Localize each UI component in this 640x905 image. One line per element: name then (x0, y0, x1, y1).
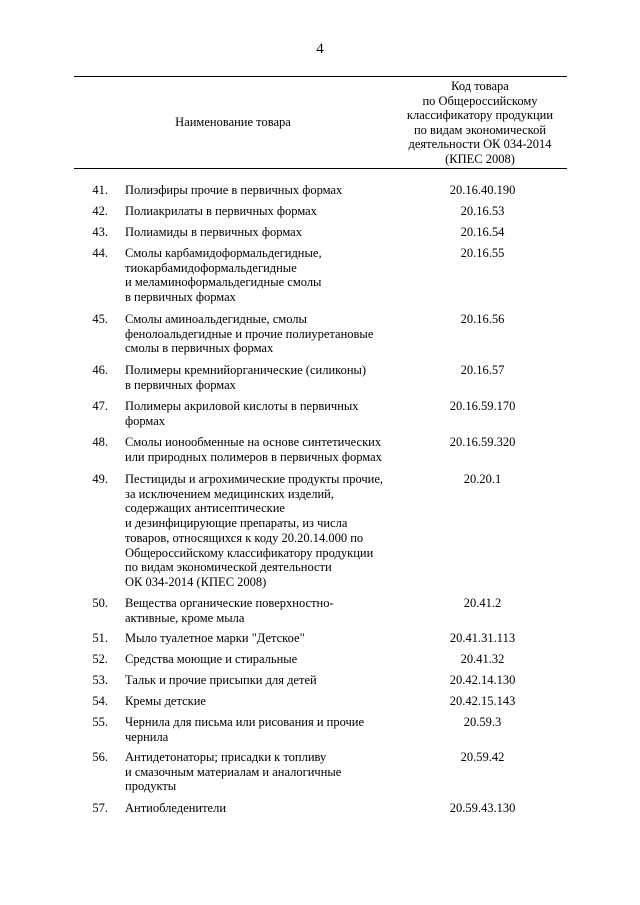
row-product-name (125, 246, 405, 305)
row-number: 45. (92, 312, 108, 326)
row-product-name-line: в первичных формах (125, 377, 236, 392)
row-product-name-line: в первичных формах (125, 290, 236, 305)
row-product-name-line: фенолоальдегидные и прочие полиуретановые (125, 326, 374, 341)
row-product-name-line: Полиакрилаты в первичных формах (125, 204, 317, 218)
row-product-name (125, 435, 405, 464)
row-product-name-line: Смолы ионообменные на основе синтетических (125, 435, 382, 449)
column-header-name: Наименование товара (175, 115, 291, 129)
row-product-code: 20.16.54 (460, 225, 505, 239)
row-product-name-line: Пестициды и агрохимические продукты прочие, (125, 472, 384, 486)
row-product-name-line: по видам экономической деятельности (125, 560, 332, 575)
column-header-code-line: по Общероссийскому (422, 93, 538, 108)
row-number: 42. (92, 204, 108, 218)
row-product-name-line: Смолы аминоальдегидные, смолы (125, 312, 307, 326)
row-product-name-line: Полиамиды в первичных формах (125, 225, 302, 239)
row-product-name-line: Смолы карбамидоформальдегидные, (125, 246, 322, 260)
row-product-name (125, 363, 405, 392)
row-product-name (125, 312, 405, 356)
column-header-code-line: Код товара (451, 79, 509, 93)
row-product-name-line: Вещества органические поверхностно- (125, 596, 334, 610)
row-product-name-line: чернила (125, 729, 169, 744)
row-product-name (125, 472, 405, 590)
row-product-name (125, 801, 405, 816)
row-product-name-line: Антидетонаторы; присадки к топливу (125, 750, 327, 764)
row-product-code: 20.16.40.190 (449, 183, 516, 197)
row-product-code: 20.42.14.130 (449, 673, 516, 687)
row-product-name-line: формах (125, 413, 166, 428)
row-product-name-line: ОК 034-2014 (КПЕС 2008) (125, 574, 267, 589)
row-product-code: 20.41.32 (460, 652, 505, 666)
row-product-name-line: или природных полимеров в первичных формах (125, 449, 382, 464)
row-product-name-line: Чернила для письма или рисования и прочие (125, 715, 365, 729)
row-product-name-line: и смазочным материалам и аналогичные (125, 764, 342, 779)
row-product-code: 20.16.57 (460, 363, 505, 377)
row-product-name-line: активные, кроме мыла (125, 610, 245, 625)
row-product-code: 20.59.42 (460, 750, 505, 764)
column-header-code-line: классификатору продукции (406, 108, 554, 123)
column-header-code-line: по видам экономической (413, 122, 547, 137)
row-product-name (125, 694, 405, 709)
row-product-name-line: товаров, относящихся к коду 20.20.14.000 по (125, 530, 364, 545)
row-product-name-line: за исключением медицинских изделий, (125, 486, 334, 501)
row-product-code: 20.16.59.170 (449, 399, 516, 413)
row-product-name (125, 631, 405, 646)
row-product-code: 20.41.2 (463, 596, 502, 610)
row-product-code: 20.20.1 (463, 472, 502, 486)
row-number: 47. (92, 399, 108, 413)
row-number: 54. (92, 694, 108, 708)
row-product-name-line: Мыло туалетное марки "Детское" (125, 631, 305, 645)
row-product-code: 20.16.56 (460, 312, 505, 326)
row-product-name (125, 399, 405, 428)
row-number: 43. (92, 225, 108, 239)
row-product-name (125, 596, 405, 625)
row-number: 56. (92, 750, 108, 764)
row-product-name (125, 183, 405, 198)
row-number: 53. (92, 673, 108, 687)
row-number: 48. (92, 435, 108, 449)
row-number: 52. (92, 652, 108, 666)
row-number: 41. (92, 183, 108, 197)
row-product-name-line: тиокарбамидоформальдегидные (125, 260, 297, 275)
row-product-name (125, 715, 405, 744)
row-number: 57. (92, 801, 108, 815)
row-product-code: 20.16.53 (460, 204, 505, 218)
row-number: 46. (92, 363, 108, 377)
row-product-code: 20.16.55 (460, 246, 505, 260)
row-product-name-line: содержащих антисептические (125, 501, 285, 516)
row-product-name (125, 673, 405, 688)
row-product-name-line: продукты (125, 779, 177, 794)
row-product-name-line: Кремы детские (125, 694, 206, 708)
row-product-code: 20.16.59.320 (449, 435, 516, 449)
row-product-name-line: и дезинфицирующие препараты, из числа (125, 516, 348, 531)
row-product-name-line: Антиобледенители (125, 801, 227, 815)
row-product-name-line: Тальк и прочие присыпки для детей (125, 673, 317, 687)
row-product-name-line: Средства моющие и стиральные (125, 652, 298, 666)
column-header-code-line: (КПЕС 2008) (445, 151, 515, 166)
row-number: 51. (92, 631, 108, 645)
row-product-name (125, 652, 405, 667)
row-product-name (125, 204, 405, 219)
page-number: 4 (316, 41, 324, 57)
row-product-name-line: Общероссийскому классификатору продукции (125, 545, 374, 560)
row-product-name-line: Полимеры акриловой кислоты в первичных (125, 399, 359, 413)
row-number: 49. (92, 472, 108, 486)
row-product-name-line: и меламиноформальдегидные смолы (125, 275, 322, 290)
row-product-name-line: Полиэфиры прочие в первичных формах (125, 183, 343, 197)
row-product-name-line: смолы в первичных формах (125, 341, 274, 356)
row-product-code: 20.41.31.113 (449, 631, 516, 645)
row-number: 44. (92, 246, 108, 260)
row-number: 50. (92, 596, 108, 610)
row-product-code: 20.42.15.143 (449, 694, 516, 708)
row-number: 55. (92, 715, 108, 729)
row-product-code: 20.59.43.130 (449, 801, 516, 815)
row-product-name (125, 225, 405, 240)
column-header-code-line: деятельности ОК 034-2014 (408, 137, 552, 152)
row-product-name-line: Полимеры кремнийорганические (силиконы) (125, 363, 367, 377)
row-product-name (125, 750, 405, 794)
row-product-code: 20.59.3 (463, 715, 502, 729)
